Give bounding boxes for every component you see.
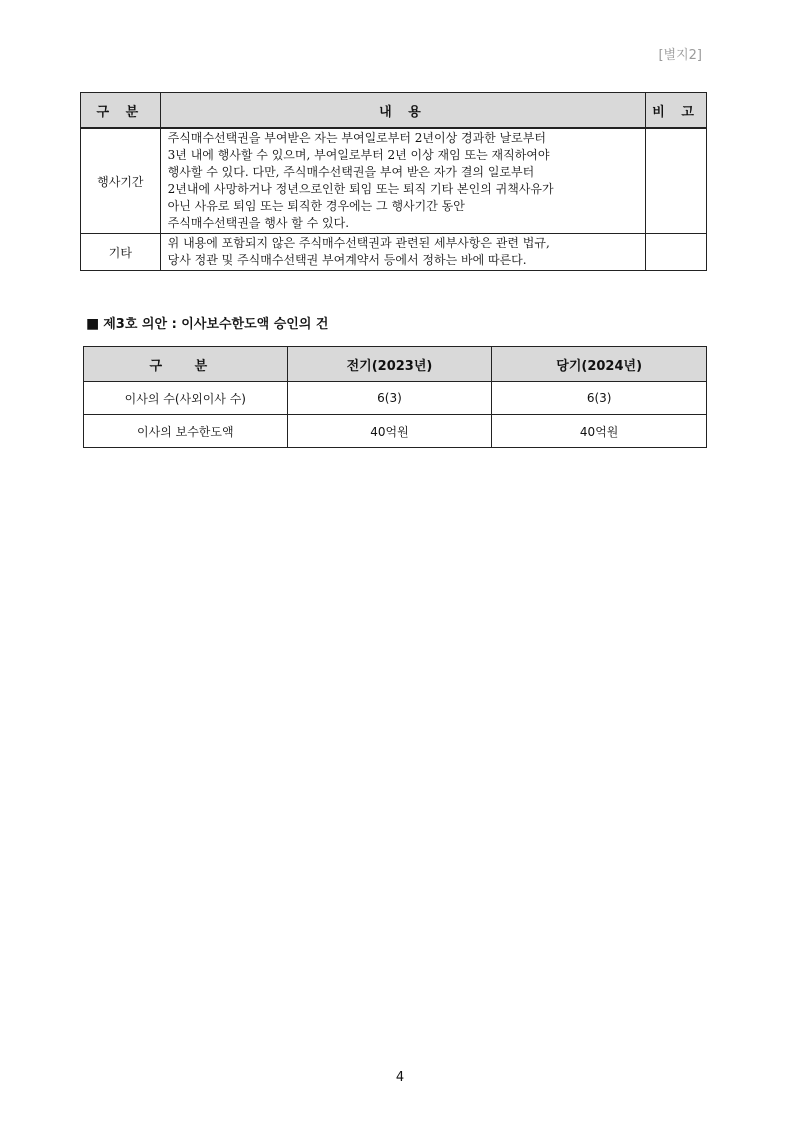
cell-previous-value: 6(3) [287, 382, 492, 415]
director-compensation-table [83, 346, 707, 448]
content-line: 2년내에 사망하거나 정년으로인한 퇴임 또는 퇴직 기타 본인의 귀책사유가 [167, 182, 554, 196]
cell-current-value: 40억원 [492, 415, 707, 448]
row-remarks [646, 128, 707, 234]
table-row [81, 234, 707, 271]
column-header-category: 구 분 [84, 347, 288, 382]
page-number: 4 [395, 1070, 405, 1085]
column-header-content: 내 용 [160, 93, 646, 129]
row-label-director-count: 이사의 수(사외이사 수) [84, 382, 288, 415]
row-label-exercise-period: 행사기간 [81, 128, 161, 234]
column-header-remarks: 비 고 [646, 93, 707, 129]
table-header-row [84, 347, 707, 382]
content-line: 아닌 사유로 퇴임 또는 퇴직한 경우에는 그 행사기간 동안 [167, 199, 465, 213]
stock-option-terms-table [80, 92, 707, 271]
row-label-other: 기타 [81, 234, 161, 271]
cell-previous-value: 40억원 [287, 415, 492, 448]
page-tag: [별지2] [658, 48, 702, 63]
square-bullet-icon: ■ [86, 316, 100, 332]
row-label-compensation-limit: 이사의 보수한도액 [84, 415, 288, 448]
table-row [84, 415, 707, 448]
table-row [81, 128, 707, 234]
content-line: 위 내용에 포함되지 않은 주식매수선택권과 관련된 세부사항은 관련 법규, [167, 236, 550, 250]
column-header-category: 구 분 [81, 93, 161, 129]
content-line: 주식매수선택권을 부여받은 자는 부여일로부터 2년이상 경과한 날로부터 [167, 131, 546, 145]
column-header-previous-period: 전기(2023년) [287, 347, 492, 382]
content-line: 주식매수선택권을 행사 할 수 있다. [167, 216, 350, 230]
table-row [84, 382, 707, 415]
row-content-exercise-period [160, 128, 646, 234]
row-content-other [160, 234, 646, 271]
table-header-row [81, 93, 707, 129]
row-remarks [646, 234, 707, 271]
content-line: 행사할 수 있다. 다만, 주식매수선택권을 부여 받은 자가 결의 일로부터 [167, 165, 535, 179]
column-header-current-period: 당기(2024년) [492, 347, 707, 382]
section-title: 제3호 의안 : 이사보수한도액 승인의 건 [103, 317, 329, 332]
cell-current-value: 6(3) [492, 382, 707, 415]
content-line: 3년 내에 행사할 수 있으며, 부여일로부터 2년 이상 재임 또는 재직하여야 [167, 148, 550, 162]
content-line: 당사 정관 및 주식매수선택권 부여계약서 등에서 정하는 바에 따른다. [167, 253, 527, 267]
section-heading [86, 313, 328, 332]
